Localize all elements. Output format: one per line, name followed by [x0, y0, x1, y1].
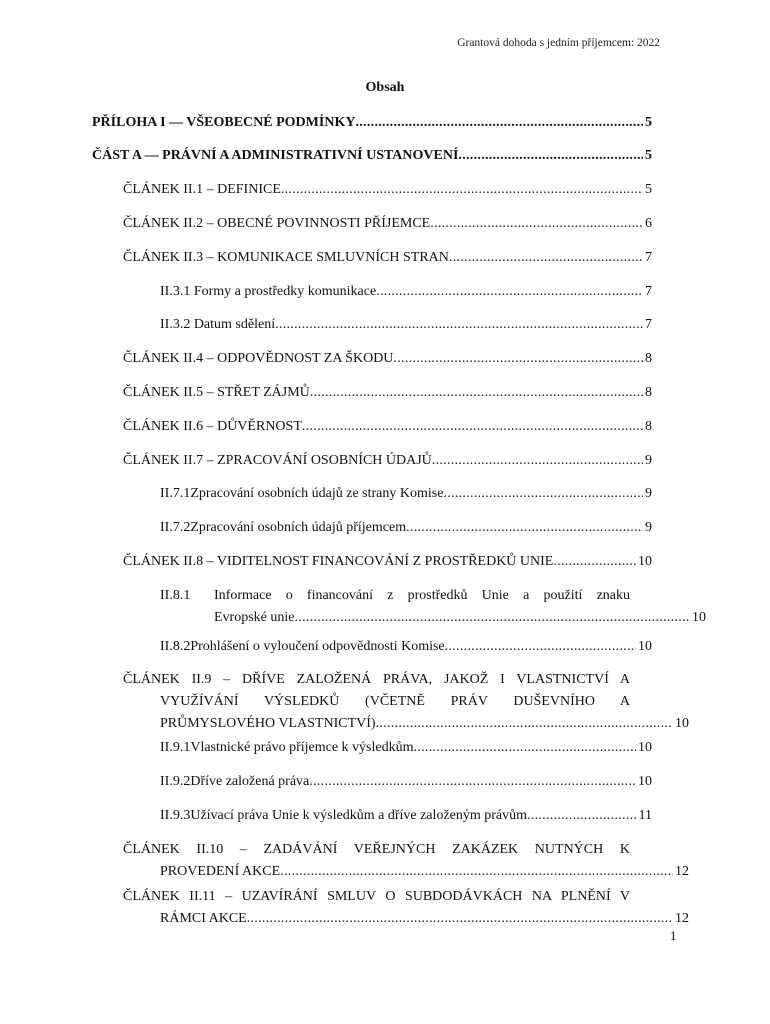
page-title: Obsah — [365, 80, 405, 95]
toc-entry-ii-8-2[interactable]: II.8.2 Prohlášení o vyloučení odpovědnosti Komise . . . 10 — [160, 636, 652, 658]
toc-entry-priloha-i[interactable]: PŘÍLOHA I — VŠEOBECNÉ PODMÍNKY . . . 5 — [92, 112, 652, 134]
toc-entry-ii-7-2[interactable]: II.7.2 Zpracování osobních údajů příjemcem . . . 9 — [160, 517, 652, 539]
toc-entry-clanek-ii-5[interactable]: ČLÁNEK II.5 – STŘET ZÁJMŮ . . . 8 — [123, 382, 652, 404]
toc-entry-cast-a[interactable]: ČÁST A — PRÁVNÍ A ADMINISTRATIVNÍ USTANOVENÍ . . . 5 — [92, 145, 652, 167]
toc-entry-clanek-ii-1[interactable]: ČLÁNEK II.1 – DEFINICE . . . 5 — [123, 179, 652, 201]
toc-entry-clanek-ii-9[interactable]: ČLÁNEK II.9 – DŘÍVE ZALOŽENÁ PRÁVA, JAKOŽ I VLASTNICTVÍ A VYUŽÍVÁNÍ VÝSLEDKŮ (VČETNĚ PRÁV DUŠEVNÍHO A PRŮMYSLOVÉHO VLASTNICTVÍ) . . . 10 — [123, 669, 652, 735]
toc-entry-ii-7-1[interactable]: II.7.1 Zpracování osobních údajů ze strany Komise . . . 9 — [160, 483, 652, 505]
toc-entry-clanek-ii-11[interactable]: ČLÁNEK II.11 – UZAVÍRÁNÍ SMLUV O SUBDODÁVKÁCH NA PLNĚNÍ V RÁMCI AKCE . . . 12 — [123, 886, 652, 930]
toc-entry-clanek-ii-8[interactable]: ČLÁNEK II.8 – VIDITELNOST FINANCOVÁNÍ Z PROSTŘEDKŮ UNIE . . . 10 — [123, 551, 652, 573]
running-header: Grantová dohoda s jedním příjemcem: 2022 — [457, 37, 660, 49]
toc-entry-clanek-ii-7[interactable]: ČLÁNEK II.7 – ZPRACOVÁNÍ OSOBNÍCH ÚDAJŮ . . . 9 — [123, 450, 652, 472]
toc-entry-ii-9-3[interactable]: II.9.3 Užívací práva Unie k výsledkům a dříve založeným právům . . . 11 — [160, 805, 652, 827]
toc-entry-clanek-ii-10[interactable]: ČLÁNEK II.10 – ZADÁVÁNÍ VEŘEJNÝCH ZAKÁZEK NUTNÝCH K PROVEDENÍ AKCE . . . 12 — [123, 839, 652, 883]
toc-entry-clanek-ii-4[interactable]: ČLÁNEK II.4 – ODPOVĚDNOST ZA ŠKODU . . . 8 — [123, 348, 652, 370]
toc-entry-ii-3-2[interactable]: II.3.2 Datum sdělení . . . 7 — [160, 314, 652, 336]
toc-entry-ii-8-1[interactable]: II.8.1 Informace o financování z prostředků Unie a použití znaku Evropské unie . . . 10 — [160, 585, 652, 629]
page-number: 1 — [670, 928, 677, 943]
toc-entry-clanek-ii-6[interactable]: ČLÁNEK II.6 – DŮVĚRNOST . . . 8 — [123, 416, 652, 438]
toc-entry-clanek-ii-2[interactable]: ČLÁNEK II.2 – OBECNÉ POVINNOSTI PŘÍJEMCE . . . 6 — [123, 213, 652, 235]
toc-entry-ii-9-2[interactable]: II.9.2 Dříve založená práva . . . 10 — [160, 771, 652, 793]
toc-entry-ii-3-1[interactable]: II.3.1 Formy a prostředky komunikace . . . 7 — [160, 281, 652, 303]
toc-entry-ii-9-1[interactable]: II.9.1 Vlastnické právo příjemce k výsledkům . . . 10 — [160, 737, 652, 759]
toc-entry-clanek-ii-3[interactable]: ČLÁNEK II.3 – KOMUNIKACE SMLUVNÍCH STRAN . . . 7 — [123, 247, 652, 269]
